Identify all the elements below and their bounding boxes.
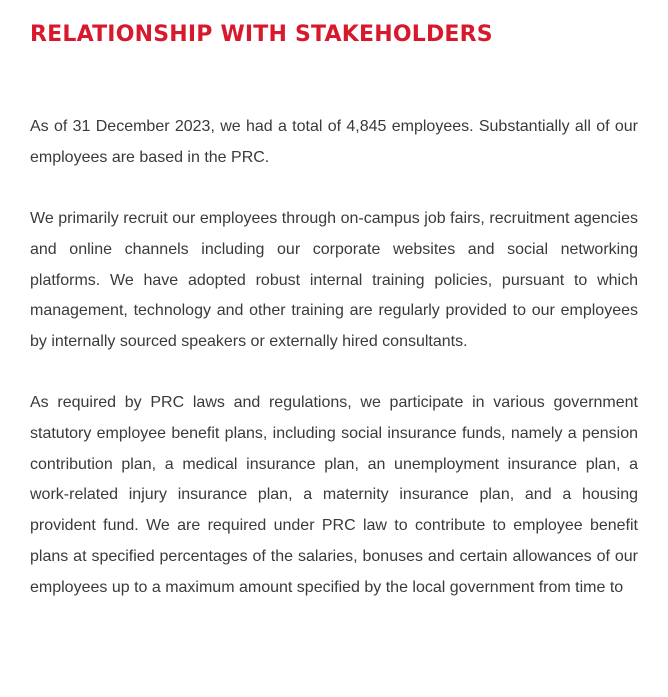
paragraph-employees-count: As of 31 December 2023, we had a total of 4,845 employees. Substantially all of our employees are based in the PRC. bbox=[30, 118, 638, 166]
section-heading: RELATIONSHIP WITH STAKEHOLDERS bbox=[30, 22, 493, 47]
paragraph-benefit-plans: As required by PRC laws and regulations, we participate in various government statutory employee benefit plans, including social insurance funds, namely a pension contribution plan, a medical insurance plan, an unemployment insurance plan, a work-related injury insurance plan, a maternity insurance plan, and a housing provident fund. We are required under PRC law to contribute to employee benefit plans at specified percentages of the salaries, bonuses and certain allowances of our employees up to a maximum amount specified by the local government from time to bbox=[30, 394, 638, 596]
paragraph-recruitment-training: We primarily recruit our employees through on-campus job fairs, recruitment agencies and online channels including our corporate websites and social networking platforms. We have adopted robust internal training policies, pursuant to which management, technology and other training are regularly provided to our employees by internally sourced speakers or externally hired consultants. bbox=[30, 210, 638, 350]
body-text bbox=[30, 112, 638, 634]
